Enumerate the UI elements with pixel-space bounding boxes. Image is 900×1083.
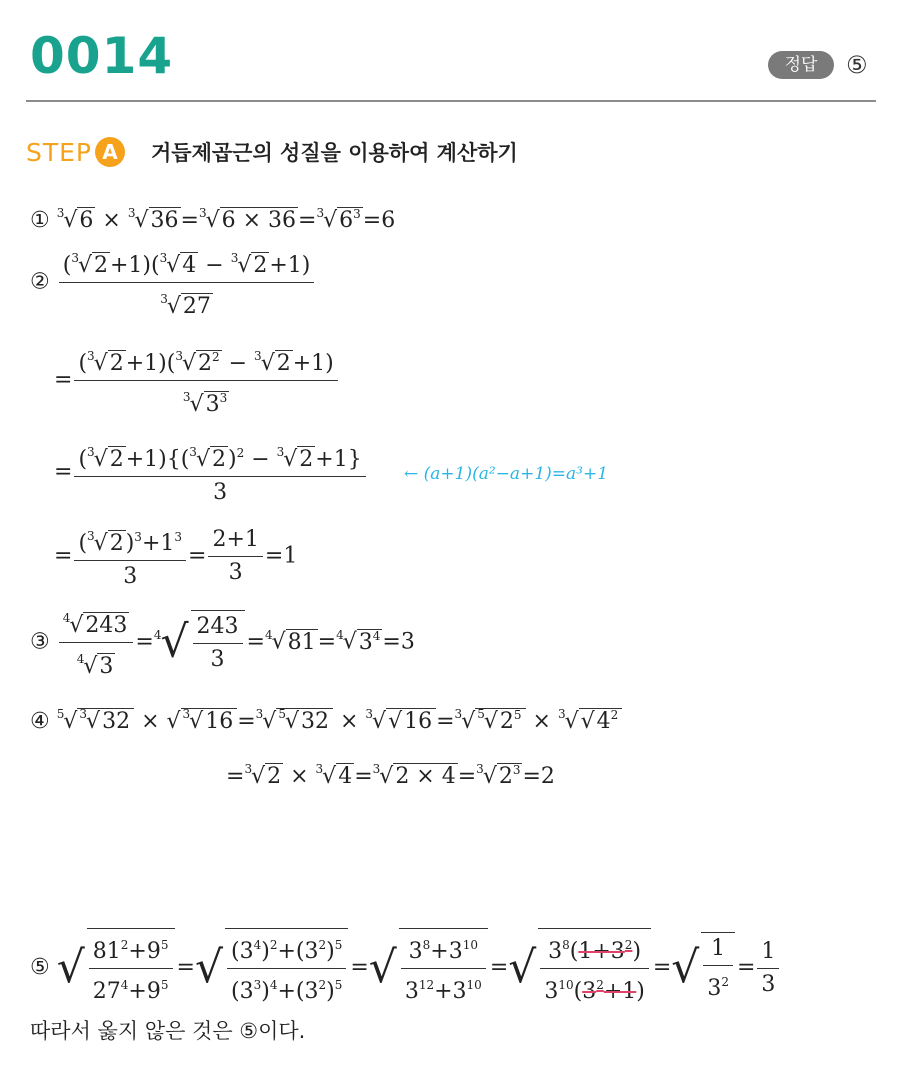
denominator: 3: [213, 480, 228, 505]
fraction: $\frac{3^8(1+3^2)}{3^{10}(3^2+1)}$: [538, 928, 651, 1008]
item-marker: ④: [30, 709, 50, 734]
solution-line-1: ① $^3√6 \times ^3√36=^3√6 \times 36=^3√6^3=6$: [30, 206, 396, 233]
item3-result: 3: [400, 629, 415, 655]
answer-value: ⑤: [846, 51, 868, 79]
conclusion-text: 따라서 옳지 않은 것은 ⑤이다.: [30, 1019, 306, 1043]
step-heading: 거듭제곱근의 성질을 이용하여 계산하기: [151, 141, 518, 165]
solution-line-5: ⑤ √ $\frac{81^2+9^5}{27^4+9^5}$ =√ $\frac{(3^4)^2+(3^2)^5}{(3^3)^4+(3^2)^5}$ =√ $\frac{3^8+3^{10}}{3^{12}+3^{10}}$ =√ $\frac{3^8(1+3^2)}{3^{10}(3^2+1)}$ =√ $\frac{1}{3^2}$ = $\frac{1}{3}$: [30, 928, 781, 1008]
fraction: $\frac{243}{3}$: [191, 610, 245, 676]
solution-line-3: ③ $\frac{^4√243}{^4√3}$ =$^4$√ $\frac{243}{3}$ $=^4√81=^4√3^4=3$: [30, 602, 415, 683]
step-letter-badge: A: [95, 137, 125, 167]
header-divider: [26, 100, 876, 102]
item4-result: 2: [540, 764, 555, 789]
final-fraction: $\frac{1}{3}$: [757, 936, 779, 1001]
item-marker: ①: [30, 208, 50, 233]
answer-badge: 정답: [768, 51, 834, 79]
item-marker: ③: [30, 629, 50, 655]
fraction: $\frac{(^3√2+1)(^3√4 - ^3√2+1)}{^3√27}$: [59, 242, 315, 323]
step-label: STEP: [26, 137, 93, 167]
fraction: $\frac{81^2+9^5}{27^4+9^5}$: [87, 928, 175, 1008]
fraction: $\frac{(^3√2+1)(^3√2^2 - ^3√2+1)}{^3√3^3}$: [74, 340, 337, 421]
fraction: $\frac{(^3√2+1)\{(^3√2)^2 - ^3√2+1\}}{3}$: [74, 436, 365, 509]
solution-line-2: [30, 242, 316, 323]
solution-line-2b: = $\frac{(^3√2+1)(^3√2^2 - ^3√2+1)}{^3√3^3}$: [54, 340, 340, 421]
identity-annotation: ← (a+1)(a²−a+1)=a³+1: [404, 464, 609, 484]
item-marker: ②: [30, 269, 50, 295]
problem-number: 0014: [30, 27, 174, 85]
item-marker: ⑤: [30, 955, 50, 980]
fraction: $\frac{1}{3^2}$: [701, 932, 735, 1005]
solution-line-4b: $=^3√2 \times ^3√4=^3√2 \times 4=^3√2^3=2$: [226, 762, 555, 789]
step-title: [26, 135, 518, 169]
item1-result: 6: [381, 208, 396, 233]
fraction: $\frac{2+1}{3}$: [208, 524, 262, 589]
fraction: $\frac{(^3√2)^3+1^3}{3}$: [74, 520, 186, 593]
solution-line-4: ④ $^5$√ $^3$√32 × √ $^3$√16 =$^3$√ $^5$√32 × $^3$√√16 =$^3$√ $^5√2^5 \times ^3√√4^2$: [30, 697, 622, 739]
item2-result: 1: [283, 543, 298, 569]
solution-line-2c: = $\frac{(^3√2+1)\{(^3√2)^2 - ^3√2+1\}}{3}$: [54, 436, 368, 509]
solution-line-2d: = $\frac{(^3√2)^3+1^3}{3}$ = $\frac{2+1}{3}$ =1: [54, 520, 297, 593]
fraction: $\frac{(3^4)^2+(3^2)^5}{(3^3)^4+(3^2)^5}$: [225, 928, 348, 1008]
fraction: $\frac{3^8+3^{10}}{3^{12}+3^{10}}$: [399, 928, 488, 1008]
fraction: $\frac{^4√243}{^4√3}$: [59, 602, 134, 683]
